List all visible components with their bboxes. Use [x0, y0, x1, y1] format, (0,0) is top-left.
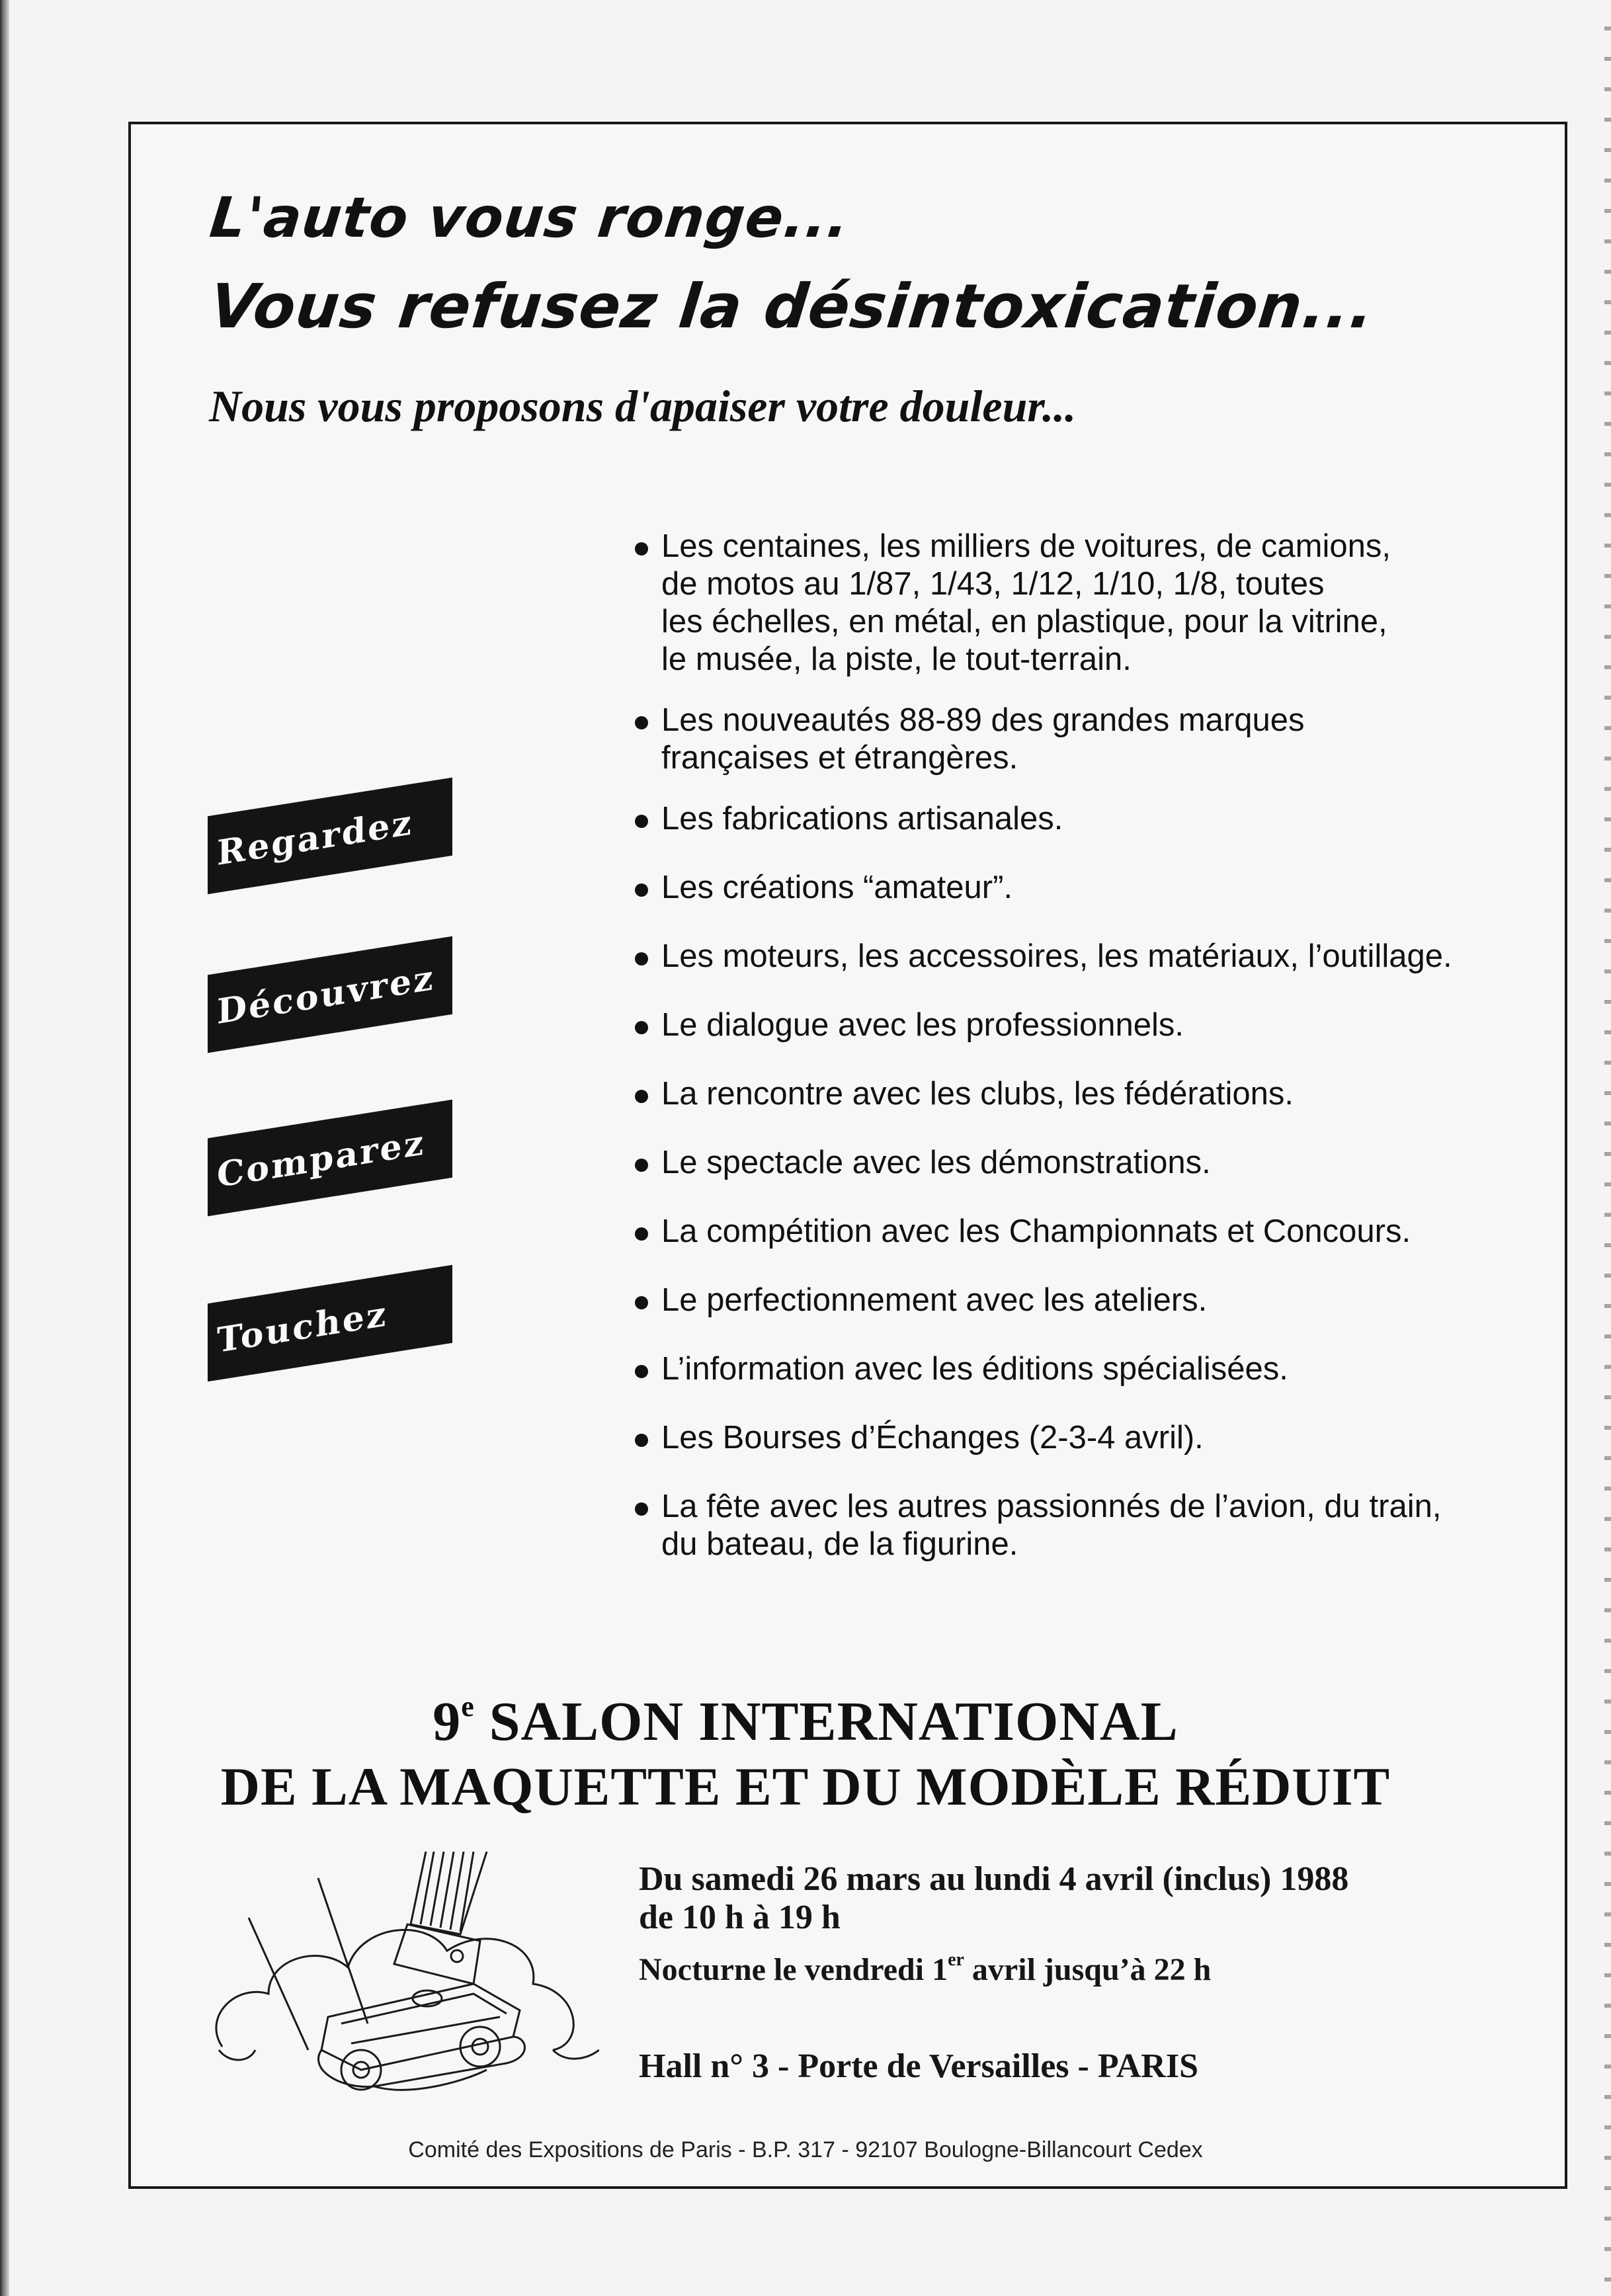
feature-line: Les moteurs, les accessoires, les matériaux, l’outillage. [661, 938, 1452, 974]
event-location: Hall n° 3 - Porte de Versailles - PARIS [639, 2047, 1198, 2085]
salon-title [0, 1690, 1611, 1754]
nocturne-ordinal: er [948, 1949, 964, 1970]
feature-line: La fête avec les autres passionnés de l’avion, du train, [661, 1489, 1442, 1524]
stamp-decouvrez: Découvrez [208, 936, 452, 1053]
bullet-icon [635, 1296, 648, 1309]
bullet-icon [635, 883, 648, 897]
event-nocturne [639, 1949, 1211, 1988]
bullet-icon [635, 1227, 648, 1241]
bullet-icon [635, 716, 648, 729]
feature-item [635, 1282, 1495, 1319]
nocturne-text-end: avril jusqu’à 22 h [964, 1952, 1212, 1987]
feature-line: les échelles, en métal, en plastique, pour la vitrine, [661, 604, 1387, 639]
feature-item [635, 938, 1495, 975]
salon-number: 9 [433, 1691, 462, 1752]
salon-title-text: SALON INTERNATIONAL [489, 1691, 1178, 1752]
stamp-comparez: Comparez [208, 1100, 452, 1217]
nocturne-text: Nocturne le vendredi 1 [639, 1952, 948, 1987]
feature-item [635, 1213, 1495, 1250]
bullet-icon [635, 1365, 648, 1378]
bullet-icon [635, 1159, 648, 1172]
feature-line: Les centaines, les milliers de voitures, de camions, [661, 528, 1391, 564]
bullet-icon [635, 1502, 648, 1516]
feature-item [635, 1419, 1495, 1457]
feature-line: Les fabrications artisanales. [661, 801, 1063, 837]
salon-number-suffix: e [461, 1690, 475, 1723]
feature-item [635, 1488, 1495, 1563]
bullet-icon [635, 542, 648, 555]
feature-line: La rencontre avec les clubs, les fédérations. [661, 1076, 1294, 1112]
feature-item [635, 702, 1495, 777]
feature-item [635, 869, 1495, 907]
organizer-footer: Comité des Expositions de Paris - B.P. 317 - 92107 Boulogne-Billancourt Cedex [408, 2137, 1203, 2162]
feature-line: françaises et étrangères. [661, 740, 1018, 776]
feature-line: Les créations “amateur”. [661, 870, 1013, 905]
stamp-touchez: Touchez [208, 1265, 452, 1382]
feature-line: du bateau, de la figurine. [661, 1526, 1018, 1562]
feature-list [635, 528, 1495, 1594]
feature-line: Les nouveautés 88-89 des grandes marques [661, 702, 1305, 738]
stamp-regardez: Regardez [208, 778, 452, 895]
feature-line: Le perfectionnement avec les ateliers. [661, 1282, 1208, 1318]
feature-item [635, 1350, 1495, 1388]
event-dates: Du samedi 26 mars au lundi 4 avril (inclus) 1988 [639, 1860, 1349, 1898]
feature-line: de motos au 1/87, 1/43, 1/12, 1/10, 1/8, toutes [661, 566, 1325, 602]
feature-item [635, 800, 1495, 838]
bullet-icon [635, 1090, 648, 1103]
headline-line-1: L'auto vous ronge... [206, 185, 853, 250]
event-hours: de 10 h à 19 h [639, 1899, 841, 1936]
headline-line-3: Nous vous proposons d'apaiser votre douleur... [209, 381, 1077, 431]
bullet-icon [635, 952, 648, 965]
bullet-icon [635, 1434, 648, 1447]
feature-line: Le spectacle avec les démonstrations. [661, 1145, 1211, 1180]
feature-line: La compétition avec les Championnats et Concours. [661, 1213, 1411, 1249]
feature-line: Le dialogue avec les professionnels. [661, 1007, 1184, 1043]
feature-item [635, 528, 1495, 678]
bullet-icon [635, 1021, 648, 1034]
feature-item [635, 1006, 1495, 1044]
feature-line: Les Bourses d’Échanges (2-3-4 avril). [661, 1420, 1204, 1456]
salon-subtitle: DE LA MAQUETTE ET DU MODÈLE RÉDUIT [220, 1756, 1391, 1817]
scan-left-edge [0, 0, 9, 2296]
scan-right-edge [1604, 0, 1611, 2296]
rc-car-hand-illustration-icon [209, 1852, 599, 2129]
feature-item [635, 1144, 1495, 1182]
feature-item [635, 1075, 1495, 1113]
headline-line-2: Vous refusez la désintoxication... [206, 271, 1378, 342]
feature-line: le musée, la piste, le tout-terrain. [661, 641, 1132, 677]
feature-line: L’information avec les éditions spécialisées. [661, 1351, 1288, 1387]
bullet-icon [635, 815, 648, 828]
